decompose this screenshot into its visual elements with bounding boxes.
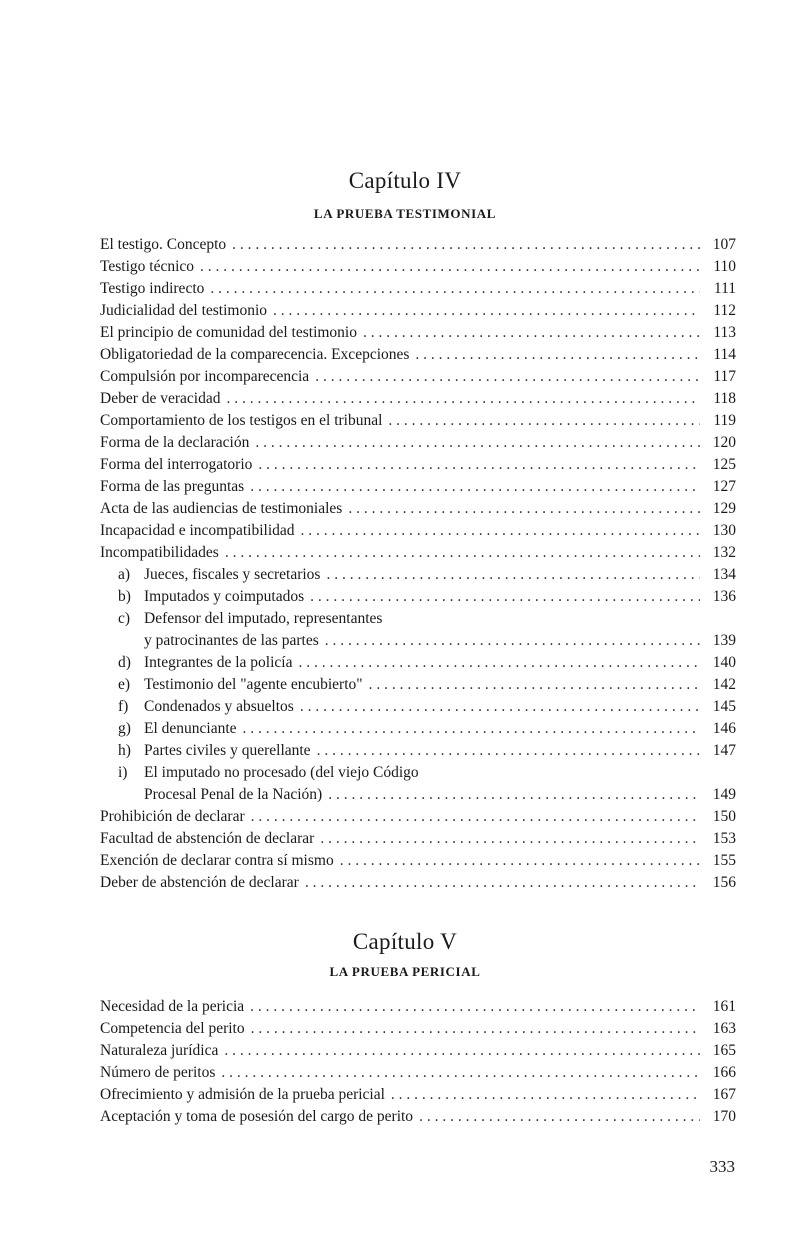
toc-subentry-page: 139 xyxy=(712,632,736,649)
toc-entry-label: Acta de las audiencias de testimoniales xyxy=(100,500,343,517)
chapter-4-toc xyxy=(100,236,736,896)
toc-subentry-label: Testimonio del "agente encubierto" xyxy=(144,676,363,693)
toc-entry-page: 163 xyxy=(712,1020,736,1037)
toc-entry-label: Forma del interrogatorio xyxy=(100,456,253,473)
toc-subentry-letter: g) xyxy=(118,720,131,737)
toc-subentry-letter: b) xyxy=(118,588,131,605)
toc-entry[interactable] xyxy=(100,874,736,896)
toc-entry-label: Compulsión por incomparecencia xyxy=(100,368,310,385)
toc-entry[interactable] xyxy=(100,478,736,500)
toc-entry-page: 167 xyxy=(712,1086,736,1103)
chapter-4-title: Capítulo IV xyxy=(348,168,462,193)
toc-entry-page: 113 xyxy=(713,324,736,341)
toc-entry[interactable] xyxy=(100,1064,736,1086)
leader-dots xyxy=(328,786,700,804)
toc-entry-page: 150 xyxy=(712,808,736,825)
toc-subentry-label: El denunciante xyxy=(144,720,237,737)
leader-dots xyxy=(326,566,700,584)
toc-entry-label: Prohibición de declarar xyxy=(100,808,245,825)
toc-subentry[interactable] xyxy=(100,764,736,786)
toc-entry-page: 118 xyxy=(713,390,736,407)
toc-entry-label: Incompatibilidades xyxy=(100,544,219,561)
toc-entry-page: 127 xyxy=(712,478,736,495)
toc-entry[interactable] xyxy=(100,998,736,1020)
leader-dots xyxy=(325,632,700,650)
leader-dots xyxy=(301,522,700,540)
toc-subentry[interactable] xyxy=(100,654,736,676)
leader-dots xyxy=(298,654,700,672)
toc-entry-label: Necesidad de la pericia xyxy=(100,998,245,1015)
toc-entry-label: Naturaleza jurídica xyxy=(100,1042,219,1059)
toc-subentry-label: Jueces, fiscales y secretarios xyxy=(144,566,321,583)
toc-entry-label: Testigo indirecto xyxy=(100,280,205,297)
toc-entry-page: 161 xyxy=(712,998,736,1015)
toc-entry-label: Deber de abstención de declarar xyxy=(100,874,299,891)
toc-entry-page: 156 xyxy=(712,874,736,891)
toc-entry[interactable] xyxy=(100,236,736,258)
toc-entry-page: 132 xyxy=(712,544,736,561)
leader-dots xyxy=(415,346,700,364)
toc-entry-label: Testigo técnico xyxy=(100,258,195,275)
toc-entry-page: 117 xyxy=(713,368,736,385)
toc-entry[interactable] xyxy=(100,544,736,566)
toc-subentry-page: 134 xyxy=(712,566,736,583)
toc-entry-label: Obligatoriedad de la comparecencia. Excepciones xyxy=(100,346,410,363)
toc-subentry-letter: h) xyxy=(118,742,131,759)
toc-entry-page: 119 xyxy=(713,412,736,429)
chapter-4-subtitle: LA PRUEBA TESTIMONIAL xyxy=(313,206,497,221)
toc-subentry-label: Defensor del imputado, representantes xyxy=(144,610,383,627)
toc-entry-label: Deber de veracidad xyxy=(100,390,221,407)
toc-entry[interactable] xyxy=(100,1086,736,1108)
toc-subentry-letter: d) xyxy=(118,654,131,671)
toc-entry[interactable] xyxy=(100,324,736,346)
leader-dots xyxy=(315,368,700,386)
toc-entry-page: 110 xyxy=(713,258,736,275)
leader-dots xyxy=(255,434,700,452)
toc-entry-page: 155 xyxy=(712,852,736,869)
toc-subentry-page: 149 xyxy=(712,786,736,803)
toc-subentry[interactable] xyxy=(100,698,736,720)
toc-subentry-page: 147 xyxy=(712,742,736,759)
toc-entry[interactable] xyxy=(100,1042,736,1064)
toc-entry-label: Forma de la declaración xyxy=(100,434,250,451)
leader-dots xyxy=(310,588,700,606)
toc-subentry-letter: e) xyxy=(118,676,131,693)
toc-subentry-letter: i) xyxy=(118,764,128,781)
toc-entry-label: Facultad de abstención de declarar xyxy=(100,830,315,847)
toc-entry-page: 153 xyxy=(712,830,736,847)
toc-subentry-page: 142 xyxy=(712,676,736,693)
toc-entry[interactable] xyxy=(100,434,736,456)
leader-dots xyxy=(369,676,700,694)
toc-subentry[interactable] xyxy=(100,610,736,632)
toc-subentry-label: Procesal Penal de la Nación) xyxy=(144,786,323,803)
toc-entry[interactable] xyxy=(100,500,736,522)
toc-entry-label: Exención de declarar contra sí mismo xyxy=(100,852,334,869)
toc-subentry[interactable] xyxy=(100,588,736,610)
toc-entry-label: Aceptación y toma de posesión del cargo de perito xyxy=(100,1108,414,1125)
toc-entry-page: 166 xyxy=(712,1064,736,1081)
toc-subentry-label: Partes civiles y querellante xyxy=(144,742,311,759)
chapter-5-toc xyxy=(100,998,736,1130)
toc-subentry-page: 140 xyxy=(712,654,736,671)
toc-entry-page: 114 xyxy=(713,346,736,363)
leader-dots xyxy=(251,1020,700,1038)
page-number: 333 xyxy=(709,1157,735,1176)
toc-entry-label: Número de peritos xyxy=(100,1064,216,1081)
toc-subentry-page: 146 xyxy=(712,720,736,737)
leader-dots xyxy=(305,874,700,892)
toc-subentry-label: El imputado no procesado (del viejo Código xyxy=(144,764,419,781)
toc-entry-label: Comportamiento de los testigos en el tribunal xyxy=(100,412,383,429)
toc-entry[interactable] xyxy=(100,522,736,544)
toc-entry-label: Incapacidad e incompatibilidad xyxy=(100,522,295,539)
leader-dots xyxy=(250,478,700,496)
leader-dots xyxy=(391,1086,700,1104)
toc-entry[interactable] xyxy=(100,302,736,324)
leader-dots xyxy=(348,500,700,518)
leader-dots xyxy=(363,324,700,342)
leader-dots xyxy=(232,236,700,254)
toc-subentry[interactable] xyxy=(100,720,736,742)
toc-entry-label: Forma de las preguntas xyxy=(100,478,245,495)
toc-entry[interactable] xyxy=(100,346,736,368)
toc-entry-page: 120 xyxy=(712,434,736,451)
toc-entry-page: 170 xyxy=(712,1108,736,1125)
toc-entry-page: 112 xyxy=(713,302,736,319)
toc-subentry[interactable] xyxy=(100,566,736,588)
toc-entry-page: 125 xyxy=(712,456,736,473)
toc-entry-label: El testigo. Concepto xyxy=(100,236,227,253)
leader-dots xyxy=(419,1108,700,1126)
leader-dots xyxy=(225,544,700,562)
leader-dots xyxy=(340,852,700,870)
toc-subentry-page: 136 xyxy=(712,588,736,605)
toc-entry[interactable] xyxy=(100,1108,736,1130)
toc-entry[interactable] xyxy=(100,1020,736,1042)
toc-subentry-label: Integrantes de la policía xyxy=(144,654,293,671)
leader-dots xyxy=(243,720,700,738)
toc-entry-page: 165 xyxy=(712,1042,736,1059)
leader-dots xyxy=(250,998,700,1016)
leader-dots xyxy=(273,302,700,320)
toc-entry-page: 130 xyxy=(712,522,736,539)
toc-subentry[interactable] xyxy=(100,742,736,764)
toc-subentry-letter: a) xyxy=(118,566,131,583)
leader-dots xyxy=(226,390,700,408)
toc-entry[interactable] xyxy=(100,368,736,390)
leader-dots xyxy=(317,742,700,760)
toc-subentry-label: Condenados y absueltos xyxy=(144,698,294,715)
toc-entry-label: Ofrecimiento y admisión de la prueba pericial xyxy=(100,1086,385,1103)
toc-entry[interactable] xyxy=(100,258,736,280)
toc-subentry[interactable] xyxy=(100,676,736,698)
leader-dots xyxy=(200,258,700,276)
leader-dots xyxy=(320,830,700,848)
leader-dots xyxy=(221,1064,700,1082)
toc-entry-label: Competencia del perito xyxy=(100,1020,245,1037)
toc-subentry-label: y patrocinantes de las partes xyxy=(144,632,319,649)
toc-entry-label: El principio de comunidad del testimonio xyxy=(100,324,357,341)
toc-entry[interactable] xyxy=(100,412,736,434)
toc-subentry-continuation[interactable] xyxy=(100,632,736,654)
leader-dots xyxy=(251,808,700,826)
toc-entry[interactable] xyxy=(100,808,736,830)
toc-subentry-page: 145 xyxy=(712,698,736,715)
toc-entry-page: 107 xyxy=(712,236,736,253)
toc-entry[interactable] xyxy=(100,852,736,874)
leader-dots xyxy=(210,280,700,298)
toc-entry[interactable] xyxy=(100,390,736,412)
toc-entry-page: 129 xyxy=(712,500,736,517)
leader-dots xyxy=(224,1042,700,1060)
toc-subentry-continuation[interactable] xyxy=(100,786,736,808)
toc-subentry-letter: f) xyxy=(118,698,129,715)
leader-dots xyxy=(258,456,700,474)
leader-dots xyxy=(388,412,700,430)
toc-entry-page: 111 xyxy=(713,280,736,297)
chapter-5-title: Capítulo V xyxy=(352,929,458,954)
toc-entry-label: Judicialidad del testimonio xyxy=(100,302,268,319)
toc-entry[interactable] xyxy=(100,830,736,852)
chapter-5-subtitle: LA PRUEBA PERICIAL xyxy=(329,964,481,979)
leader-dots xyxy=(300,698,700,716)
toc-entry[interactable] xyxy=(100,280,736,302)
toc-subentry-letter: c) xyxy=(118,610,131,627)
toc-subentry-label: Imputados y coimputados xyxy=(144,588,305,605)
toc-entry[interactable] xyxy=(100,456,736,478)
